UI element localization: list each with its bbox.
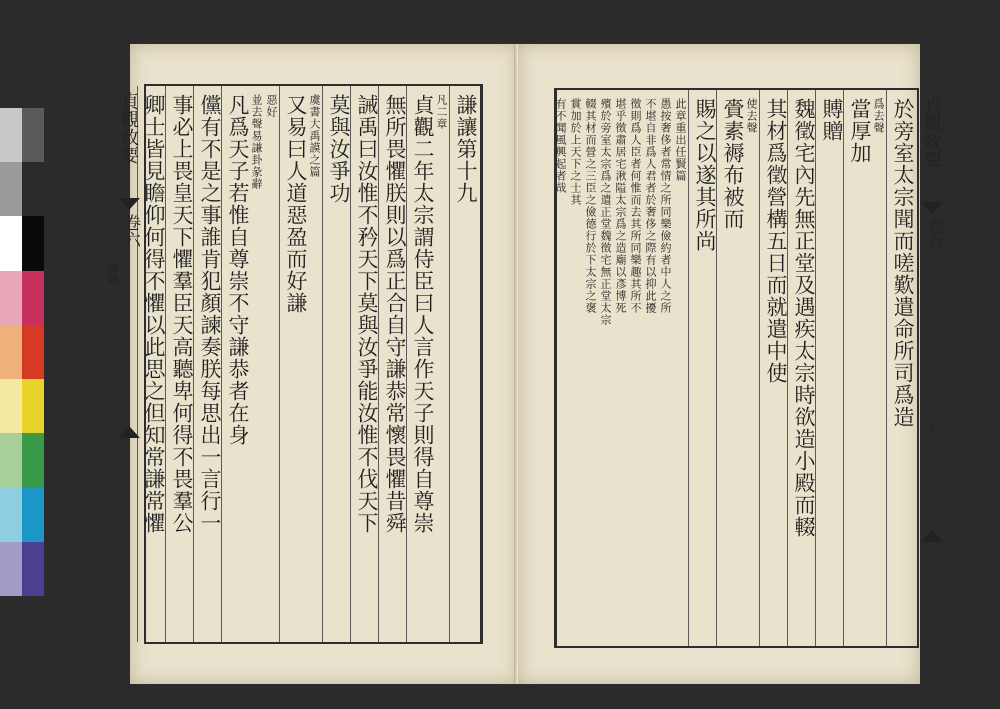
text-column: 事必上畏皇天下懼羣臣天高聽卑何得不畏羣公	[170, 94, 194, 534]
text-column: 魏徵宅內先無正堂及遇疾太宗時欲造小殿而輟	[792, 98, 816, 538]
running-title-right: 貞觀政要	[921, 96, 942, 168]
annotation-column: 不堪自非爲人君者於奢侈之際有以抑此擾	[644, 98, 657, 314]
text-column: 其材爲徵營構五日而就遣中使	[764, 98, 788, 384]
annotation-column: 堪乎徵肅居宅湫隘太宗爲之造廟以彥博死	[614, 98, 627, 314]
right-gutter	[919, 90, 945, 646]
color-patch	[22, 488, 44, 542]
calibration-row	[0, 216, 44, 270]
color-patch	[22, 108, 44, 162]
annotation-column: 虞書大禹謨之篇	[308, 94, 321, 178]
calibration-row	[0, 162, 44, 216]
color-patch	[0, 325, 22, 379]
chapter-label-right: 卷六	[923, 218, 943, 252]
right-page-frame	[554, 88, 943, 648]
color-patch	[0, 271, 22, 325]
column-rule	[322, 86, 323, 642]
text-column: 當厚加	[848, 98, 872, 164]
calibration-row	[0, 542, 44, 596]
annotation-column: 凡二章	[435, 94, 448, 130]
color-patch	[22, 542, 44, 596]
color-patch	[22, 379, 44, 433]
text-column: 賻贈	[820, 98, 844, 142]
color-patch	[0, 542, 22, 596]
calibration-row	[0, 325, 44, 379]
annotation-column: 殯於旁室太宗爲之遣正堂魏徵宅無正堂太宗	[599, 98, 612, 326]
column-rule	[279, 86, 280, 642]
color-patch	[0, 433, 22, 487]
calibration-row	[0, 379, 44, 433]
annotation-column: 有不聞風興起者哉	[554, 98, 567, 194]
annotation-column: 使去聲	[745, 98, 758, 134]
annotation-column: 輟其材而營之三臣之儉德行於下太宗之褒	[584, 98, 597, 314]
left-page	[106, 44, 518, 684]
text-column: 卿士皆見瞻仰何得不懼以此思之但知常謙常懼	[142, 94, 166, 534]
text-column: 謙讓第十九	[454, 94, 478, 204]
fishtail-top-icon-right	[921, 202, 943, 214]
color-calibration-strip	[0, 108, 44, 596]
annotation-column: 爲去聲	[872, 98, 885, 134]
annotation-column: 此章重出任賢篇	[674, 98, 687, 182]
color-patch	[0, 379, 22, 433]
color-patch	[0, 216, 22, 270]
text-column: 儻有不是之事誰肯犯顏諫奏朕每思出一言行一	[198, 94, 222, 534]
calibration-row	[0, 433, 44, 487]
right-page	[518, 44, 943, 684]
color-patch	[0, 108, 22, 162]
fishtail-bottom-icon-right	[921, 530, 943, 542]
column-rule	[688, 90, 689, 646]
left-gutter	[106, 86, 142, 642]
text-column: 凡爲天子若惟自尊崇不守謙恭者在身	[226, 94, 250, 446]
calibration-row	[0, 271, 44, 325]
annotation-column: 惡好	[265, 94, 278, 118]
color-patch	[22, 433, 44, 487]
color-patch	[22, 216, 44, 270]
column-rule	[759, 90, 760, 646]
text-column: 於旁室太宗聞而嗟歎遣命所司爲造	[891, 98, 915, 428]
text-column: 無所畏懼朕則以爲正合自守謙恭常懷畏懼昔舜	[383, 94, 407, 534]
column-rule	[449, 86, 450, 642]
text-column: 賫素褥布被而	[721, 98, 745, 230]
column-rule	[886, 90, 887, 646]
fishtail-top-icon	[118, 198, 140, 210]
annotation-column: 徵則爲人臣者何惟而去其所同樂趣其所不	[629, 98, 642, 314]
folio-number: 七	[927, 420, 940, 431]
chapter-label: 卷六	[120, 214, 140, 248]
calibration-row	[0, 108, 44, 162]
text-column: 莫與汝爭功	[327, 94, 351, 204]
left-page-frame	[106, 84, 483, 644]
color-patch	[0, 162, 22, 216]
text-column: 又易曰人道惡盈而好謙	[284, 94, 308, 314]
annotation-column: 賞加於上天下之士其	[569, 98, 582, 206]
annotation-column: 愚按奢侈者常情之所同樂儉約者中人之所	[659, 98, 672, 314]
text-column: 誡禹曰汝惟不矜天下莫與汝爭能汝惟不伐天下	[355, 94, 379, 534]
text-column: 貞觀二年太宗謂侍臣曰人言作天子則得自尊崇	[411, 94, 435, 534]
color-patch	[22, 271, 44, 325]
section-label: 謙讓	[106, 262, 119, 284]
color-patch	[22, 325, 44, 379]
fishtail-bottom-icon	[118, 426, 140, 438]
calibration-row	[0, 488, 44, 542]
color-patch	[0, 488, 22, 542]
text-column: 賜之以遂其所尚	[693, 98, 717, 252]
color-patch	[22, 162, 44, 216]
running-title: 貞觀政要	[118, 92, 139, 164]
annotation-column: 並去聲易謙卦彖辭	[250, 94, 263, 190]
